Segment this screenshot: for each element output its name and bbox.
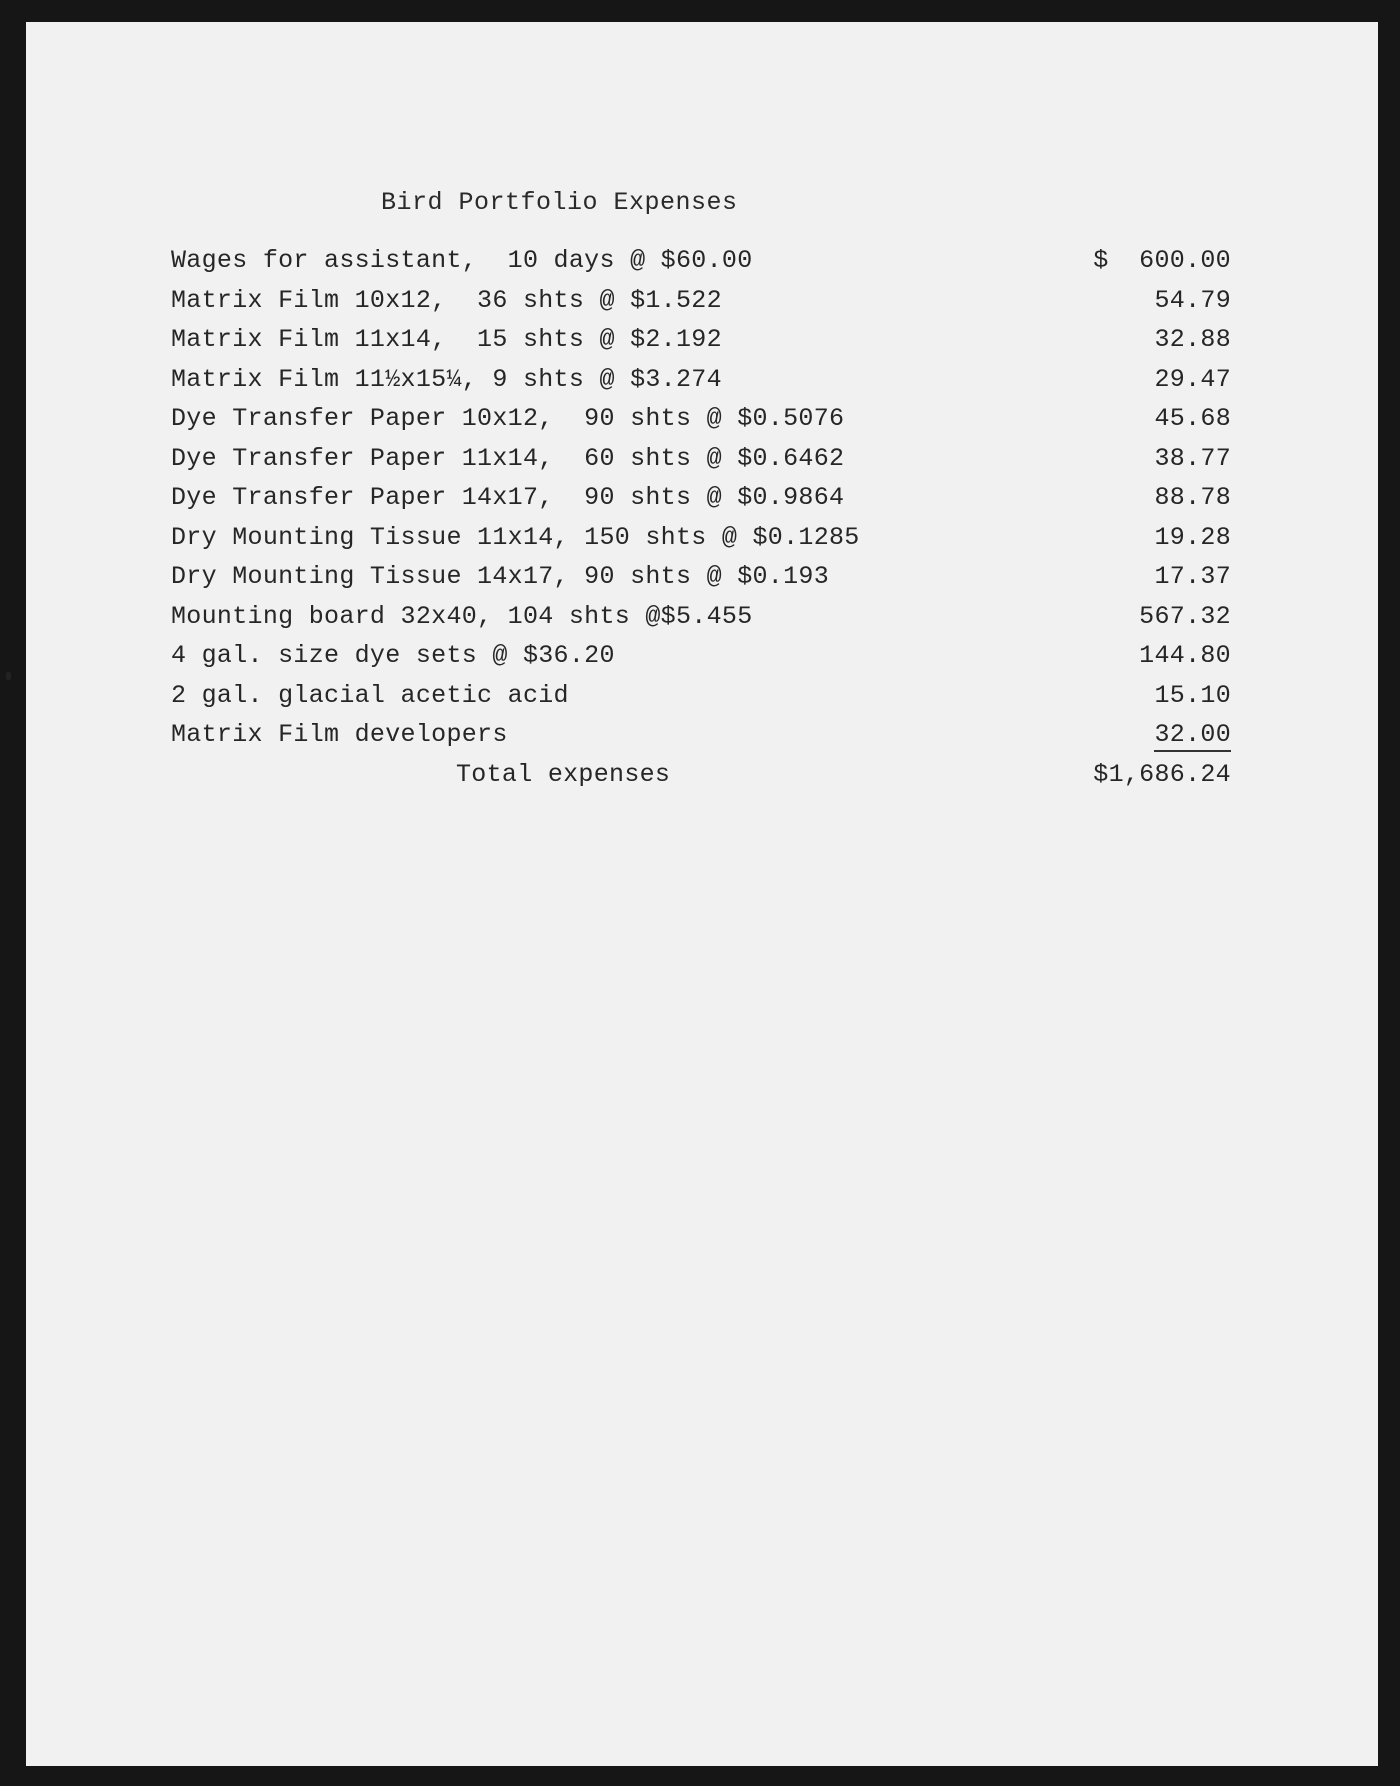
expense-description: 2 gal. glacial acetic acid: [171, 680, 569, 710]
expense-row: [171, 481, 1231, 521]
expense-amount: 54.79: [1154, 285, 1231, 315]
expense-row: [171, 402, 1231, 442]
expense-row: [171, 284, 1231, 324]
expense-amount: 38.77: [1154, 443, 1231, 473]
expense-description: 4 gal. size dye sets @ $36.20: [171, 641, 615, 670]
scan-edge-mark: [6, 672, 11, 680]
expense-amount: 17.37: [1154, 562, 1231, 591]
expense-description: Mounting board 32x40, 104 shts @$5.455: [171, 601, 753, 631]
expense-amount: 32.88: [1154, 325, 1231, 354]
expense-amount: 19.28: [1154, 522, 1231, 552]
expense-amount: $ 600.00: [1093, 246, 1231, 275]
document-page: [26, 22, 1378, 1766]
expense-amount: 29.47: [1154, 364, 1231, 394]
expense-description: Matrix Film 11½x15¼, 9 shts @ $3.274: [171, 364, 722, 394]
expense-row: [171, 363, 1231, 403]
expense-description: Matrix Film 11x14, 15 shts @ $2.192: [171, 325, 722, 354]
expense-description: Dye Transfer Paper 10x12, 90 shts @ $0.5076: [171, 404, 845, 433]
expense-description: Matrix Film developers: [171, 720, 508, 749]
expense-row: [171, 639, 1231, 679]
expense-description: Dry Mounting Tissue 11x14, 150 shts @ $0.1285: [171, 522, 860, 552]
expense-row: [171, 521, 1231, 561]
expense-list: [171, 244, 1231, 797]
expense-description: Dry Mounting Tissue 14x17, 90 shts @ $0.193: [171, 562, 830, 591]
document-title: Bird Portfolio Expenses: [381, 188, 738, 217]
expense-amount: 144.80: [1139, 641, 1231, 670]
total-amount: $1,686.24: [1093, 759, 1231, 789]
expense-row: [171, 679, 1231, 719]
expense-row: [171, 600, 1231, 640]
expense-row: [171, 442, 1231, 482]
expense-description: Wages for assistant, 10 days @ $60.00: [171, 246, 753, 275]
expense-description: Matrix Film 10x12, 36 shts @ $1.522: [171, 285, 722, 315]
expense-amount: 15.10: [1154, 680, 1231, 710]
expense-amount-underlined: 32.00: [1154, 720, 1231, 752]
expense-description: Dye Transfer Paper 14x17, 90 shts @ $0.9864: [171, 483, 845, 512]
expense-row: [171, 560, 1231, 600]
expense-amount: 45.68: [1154, 404, 1231, 433]
expense-amount: 567.32: [1139, 601, 1231, 631]
total-label: Total expenses: [456, 759, 671, 789]
expense-row: [171, 244, 1231, 284]
expense-row: [171, 718, 1231, 758]
expense-amount: 88.78: [1154, 483, 1231, 512]
total-row: [171, 758, 1231, 798]
expense-description: Dye Transfer Paper 11x14, 60 shts @ $0.6462: [171, 443, 845, 473]
expense-row: [171, 323, 1231, 363]
